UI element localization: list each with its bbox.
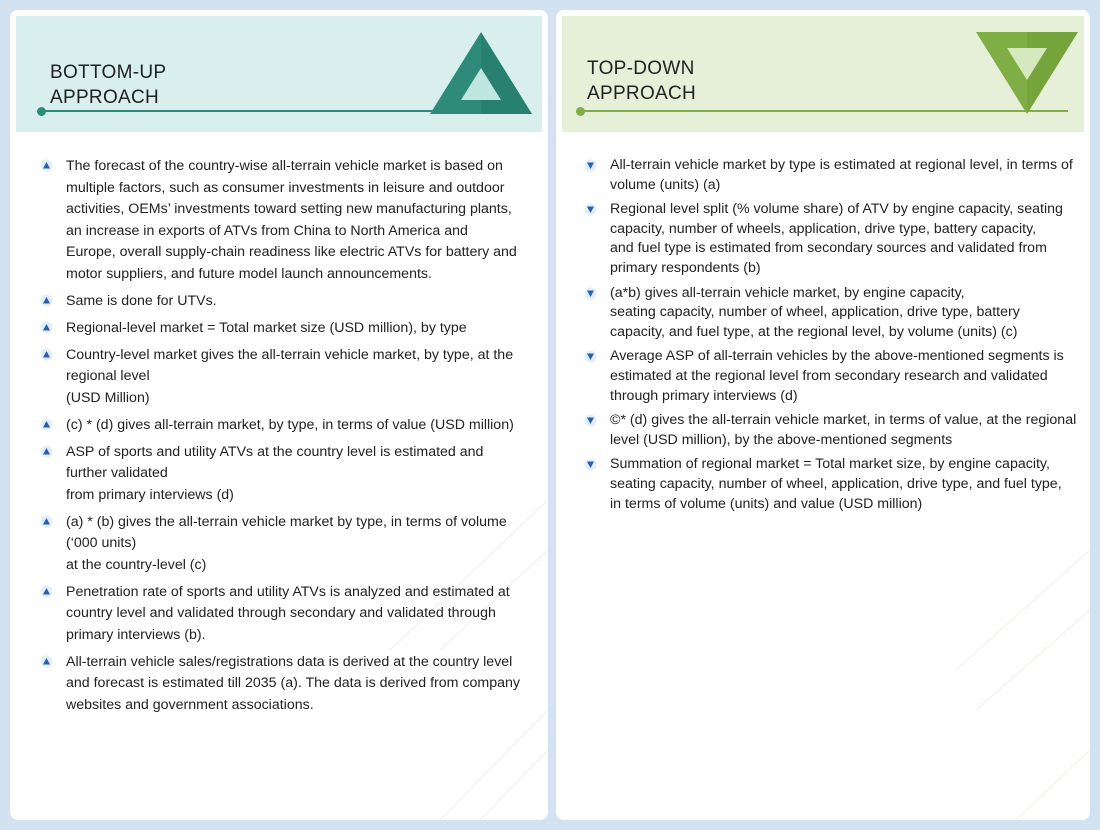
list-item-text: ©* (d) gives the all-terrain vehicle market, in terms of value, at the regional level (USD million), by the above-mentioned segments xyxy=(610,412,1077,448)
bottom-up-header xyxy=(16,16,542,132)
triangle-down-bullet-icon xyxy=(584,458,597,471)
triangle-down-bullet-icon xyxy=(584,203,597,216)
triangle-up-icon xyxy=(428,30,534,116)
triangle-down-bullet-icon xyxy=(584,350,597,363)
list-item-text: Same is done for UTVs. xyxy=(66,292,217,309)
top-down-title: TOP-DOWN APPROACH xyxy=(587,58,697,104)
list-item xyxy=(40,415,520,437)
list-item-text: All-terrain vehicle market by type is estimated at regional level, in terms of volume (units) (a) xyxy=(610,157,1073,193)
bottom-up-panel xyxy=(10,10,548,820)
triangle-up-bullet-icon xyxy=(40,585,53,598)
list-item-text: All-terrain vehicle sales/registrations data is derived at the country level and forecast is estimated till 2035 (a). The data is derived from company websites and government associations. xyxy=(66,653,520,713)
list-item xyxy=(40,345,520,410)
triangle-up-bullet-icon xyxy=(40,655,53,668)
top-down-panel xyxy=(556,10,1090,820)
list-item-text: Penetration rate of sports and utility ATVs is analyzed and estimated at country level and validated through secondary and validated through primary interviews (b). xyxy=(66,583,510,643)
list-item-text: Country-level market gives the all-terrain vehicle market, by type, at the regional level (USD Million) xyxy=(66,346,514,406)
list-item xyxy=(584,411,1078,450)
list-item xyxy=(40,582,520,647)
list-item xyxy=(584,200,1078,278)
triangle-up-bullet-icon xyxy=(40,294,53,307)
triangle-up-bullet-icon xyxy=(40,321,53,334)
list-item-text: Regional-level market = Total market size (USD million), by type xyxy=(66,319,467,336)
list-item xyxy=(40,512,520,577)
bottom-up-title: BOTTOM-UP APPROACH xyxy=(50,62,167,108)
list-item xyxy=(40,652,520,717)
list-item xyxy=(40,156,520,285)
list-item-text: Regional level split (% volume share) of ATV by engine capacity, seating capacity, number of wheels, application, drive type, battery capacity, and fuel type is estimated from secondary sources and validated from primary respondents (b) xyxy=(610,201,1063,276)
list-item-text: The forecast of the country-wise all-terrain vehicle market is based on multiple factors, such as consumer investments in leisure and outdoor activities, OEMs’ investments toward setting new manufacturing plants, an increase in exports of ATVs from China to North America and Europe, overall supply-chain readiness like electric ATVs for battery and motor suppliers, and future model launch announcements. xyxy=(66,158,517,282)
list-item-text: (c) * (d) gives all-terrain market, by type, in terms of value (USD million) xyxy=(66,416,514,433)
top-down-underline-dot xyxy=(576,107,585,116)
list-item-text: Average ASP of all-terrain vehicles by the above-mentioned segments is estimated at the regional level from secondary research and validated through primary interviews (d) xyxy=(610,348,1064,404)
triangle-down-bullet-icon xyxy=(584,287,597,300)
top-down-list xyxy=(584,156,1078,519)
triangle-down-bullet-icon xyxy=(584,159,597,172)
list-item xyxy=(584,156,1078,195)
list-item xyxy=(584,347,1078,406)
list-item xyxy=(584,284,1078,343)
triangle-down-bullet-icon xyxy=(584,414,597,427)
list-item xyxy=(40,442,520,507)
list-item-text: ASP of sports and utility ATVs at the country level is estimated and further validated from primary interviews (d) xyxy=(66,443,484,503)
triangle-up-bullet-icon xyxy=(40,445,53,458)
top-down-header xyxy=(562,16,1084,132)
triangle-down-icon xyxy=(974,30,1080,116)
triangle-up-bullet-icon xyxy=(40,348,53,361)
list-item-text: (a) * (b) gives the all-terrain vehicle market by type, in terms of volume (‘000 units) at the country-level (c) xyxy=(66,513,507,573)
list-item xyxy=(584,455,1078,514)
list-item-text: (a*b) gives all-terrain vehicle market, by engine capacity, seating capacity, number of wheel, application, drive type, battery capacity, and fuel type, at the regional level, by volume (units) (c) xyxy=(610,284,1020,340)
bottom-up-list xyxy=(40,156,520,722)
triangle-up-bullet-icon xyxy=(40,418,53,431)
list-item xyxy=(40,291,520,313)
list-item xyxy=(40,318,520,340)
triangle-up-bullet-icon xyxy=(40,159,53,172)
bottom-up-underline-dot xyxy=(37,107,46,116)
triangle-up-bullet-icon xyxy=(40,515,53,528)
list-item-text: Summation of regional market = Total market size, by engine capacity, seating capacity, number of wheel, application, drive type, and fuel type, in terms of volume (units) and value (USD million) xyxy=(610,456,1062,512)
